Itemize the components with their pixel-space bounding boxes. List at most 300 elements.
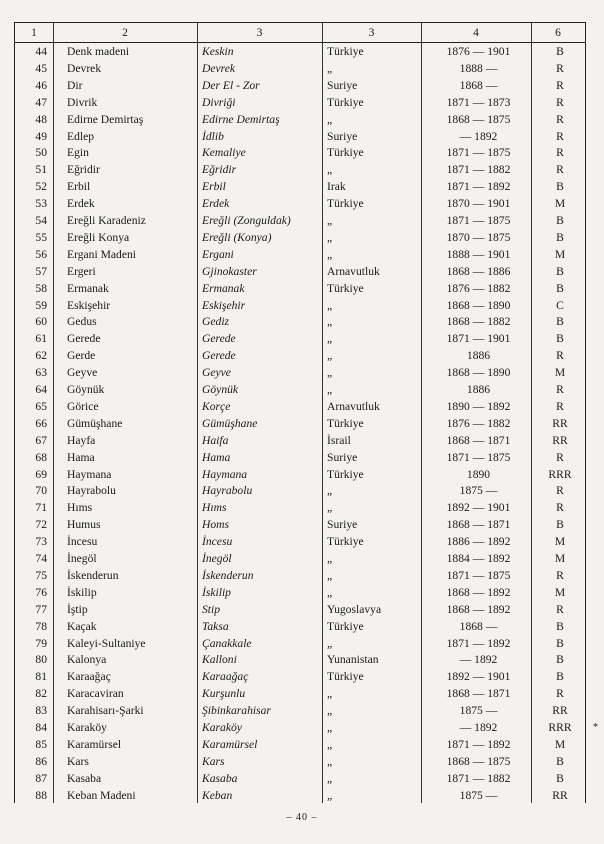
modern-name: Kars xyxy=(202,754,225,768)
year-range: 1890 — 1892 xyxy=(446,399,511,413)
historic-name: Keban Madeni xyxy=(67,788,136,802)
rarity-grade: B xyxy=(556,518,564,532)
table-row xyxy=(15,298,585,315)
rarity-grade: B xyxy=(556,315,564,329)
rarity-grade: R xyxy=(556,484,564,498)
table-row xyxy=(15,467,585,484)
entry-number: 67 xyxy=(35,433,47,447)
coin-mint-table xyxy=(14,22,598,803)
modern-name: Keskin xyxy=(202,45,234,58)
entry-number: 65 xyxy=(35,399,47,413)
historic-name: Kars xyxy=(67,754,89,768)
modern-name: Kurşunlu xyxy=(202,687,246,701)
historic-name: Gerede xyxy=(67,332,101,346)
entry-number: 49 xyxy=(35,129,47,143)
table-row xyxy=(15,129,585,146)
table-row xyxy=(15,737,585,754)
year-range: 1888 — xyxy=(459,61,498,75)
modern-name: Erbil xyxy=(202,180,226,194)
rarity-grade: R xyxy=(556,112,564,126)
historic-name: İskenderun xyxy=(67,568,119,582)
year-range: 1871 — 1875 xyxy=(446,450,511,464)
entry-number: 70 xyxy=(35,484,47,498)
rarity-grade: RRR xyxy=(548,467,572,481)
country: Türkiye xyxy=(327,95,364,109)
rarity-grade: B xyxy=(556,281,564,295)
entry-number: 80 xyxy=(35,653,47,667)
year-range: 1871 — 1892 xyxy=(446,636,511,650)
header-col-3: 3 xyxy=(256,27,263,39)
rarity-grade: B xyxy=(556,653,564,667)
historic-name: Hama xyxy=(67,450,95,464)
historic-name: Eğridir xyxy=(67,163,100,177)
rarity-grade: B xyxy=(556,180,564,194)
table-row xyxy=(15,348,585,365)
rarity-grade: RR xyxy=(552,416,568,430)
year-range: 1870 — 1901 xyxy=(446,197,511,211)
entry-number: 51 xyxy=(35,163,47,177)
entry-number: 44 xyxy=(35,45,47,58)
modern-name: İnegöl xyxy=(202,552,232,565)
year-range: 1871 — 1882 xyxy=(446,163,511,177)
country: Arnavutluk xyxy=(327,264,380,278)
country: „ xyxy=(327,366,333,380)
historic-name: Hıms xyxy=(67,501,93,515)
entry-number: 85 xyxy=(35,737,47,751)
modern-name: Haifa xyxy=(202,433,229,447)
year-range: 1871 — 1901 xyxy=(446,332,511,346)
entry-number: 68 xyxy=(35,450,47,464)
country: „ xyxy=(327,349,333,363)
year-range: 1868 — 1892 xyxy=(446,602,511,616)
historic-name: Dir xyxy=(67,78,83,92)
modern-name: Şibinkarahisar xyxy=(202,704,271,718)
rarity-grade: R xyxy=(556,95,564,109)
table-row xyxy=(15,314,585,331)
modern-name: Kalloni xyxy=(202,653,237,667)
year-range: 1876 — 1882 xyxy=(446,281,511,295)
entry-number: 57 xyxy=(35,264,47,278)
rarity-grade: R xyxy=(556,129,564,143)
rarity-grade: B xyxy=(556,230,564,244)
historic-name: Erdek xyxy=(67,197,95,211)
country: İsrail xyxy=(327,433,351,447)
year-range: 1871 — 1875 xyxy=(446,146,511,160)
modern-name: Keban xyxy=(202,788,233,802)
country: „ xyxy=(327,754,333,768)
modern-name: Göynük xyxy=(202,383,239,396)
table-row xyxy=(15,703,585,720)
rarity-grade: M xyxy=(554,197,566,211)
entry-number: 75 xyxy=(35,568,47,582)
table-row xyxy=(15,264,585,281)
entry-number: 59 xyxy=(35,298,47,312)
rarity-grade: R xyxy=(556,687,564,701)
country: Türkiye xyxy=(327,146,364,160)
entry-number: 84 xyxy=(35,721,47,734)
historic-name: Edlep xyxy=(67,129,95,143)
entry-number: 55 xyxy=(35,230,47,244)
modern-name: Ereğli (Zonguldak) xyxy=(202,214,291,227)
historic-name: Haymana xyxy=(67,467,112,481)
entry-number: 77 xyxy=(35,602,47,616)
year-range: 1886 xyxy=(466,383,491,396)
rarity-grade: RR xyxy=(552,704,568,718)
year-range: 1871 — 1875 xyxy=(446,214,511,227)
historic-name: Karahisarı-Şarki xyxy=(67,704,144,718)
country: Suriye xyxy=(327,518,358,532)
historic-name: Humus xyxy=(67,518,101,532)
modern-name: Stip xyxy=(202,602,221,616)
table-row xyxy=(15,669,585,686)
table-row xyxy=(15,78,585,95)
historic-name: Kasaba xyxy=(67,771,102,785)
rarity-grade: C xyxy=(556,298,564,312)
historic-name: Kaçak xyxy=(67,619,97,633)
table-row xyxy=(15,196,585,213)
table-row xyxy=(15,500,585,517)
table-row xyxy=(15,230,585,247)
table-row xyxy=(15,416,585,433)
country: „ xyxy=(327,61,333,75)
historic-name: Eskişehir xyxy=(67,298,111,312)
table-row xyxy=(15,517,585,534)
country: „ xyxy=(327,230,333,244)
entry-number: 73 xyxy=(35,535,47,549)
year-range: 1868 — xyxy=(459,78,498,92)
country: „ xyxy=(327,112,333,126)
entry-number: 81 xyxy=(35,670,47,684)
country: „ xyxy=(327,484,333,498)
historic-name: Erbil xyxy=(67,180,91,194)
header-col-2: 2 xyxy=(122,27,128,39)
table-row xyxy=(15,652,585,669)
historic-name: İncesu xyxy=(67,535,98,549)
entry-number: 60 xyxy=(35,315,47,329)
historic-name: Kaleyi-Sultaniye xyxy=(67,636,146,650)
rarity-grade: M xyxy=(554,552,566,565)
historic-name: Kalonya xyxy=(67,653,107,667)
table-row xyxy=(15,399,585,416)
modern-name: İskenderun xyxy=(202,568,254,582)
table-row xyxy=(15,568,585,585)
rarity-grade: B xyxy=(556,264,564,278)
country: Türkiye xyxy=(327,467,364,481)
entry-number: 50 xyxy=(35,146,47,160)
entry-number: 62 xyxy=(35,349,47,363)
rarity-grade: B xyxy=(556,332,564,346)
entry-number: 74 xyxy=(35,552,47,565)
country: Türkiye xyxy=(327,619,364,633)
country: „ xyxy=(327,585,333,599)
rarity-grade: R xyxy=(556,163,564,177)
modern-name: Eskişehir xyxy=(202,298,246,312)
historic-name: Ereğli Konya xyxy=(67,230,130,244)
entry-number: 61 xyxy=(35,332,47,346)
modern-name: Geyve xyxy=(202,366,231,380)
header-col-5: 4 xyxy=(473,27,479,39)
country: Suriye xyxy=(327,78,358,92)
entry-number: 64 xyxy=(35,383,47,396)
table-row xyxy=(15,382,585,399)
table-row xyxy=(15,585,585,602)
historic-name: Göynük xyxy=(67,383,105,396)
historic-name: Karaağaç xyxy=(67,670,111,684)
year-range: 1868 — 1892 xyxy=(446,585,511,599)
table-row xyxy=(15,162,585,179)
page-number: – 40 – xyxy=(286,812,318,823)
historic-name: Görice xyxy=(67,399,99,413)
country: Türkiye xyxy=(327,670,364,684)
year-range: — 1892 xyxy=(459,653,498,667)
country: Irak xyxy=(327,180,346,194)
modern-name: Gjinokaster xyxy=(202,264,257,278)
entry-number: 48 xyxy=(35,112,47,126)
rarity-grade: R xyxy=(556,146,564,160)
rarity-grade: R xyxy=(556,383,564,396)
table-row xyxy=(15,686,585,703)
historic-name: Ergani Madeni xyxy=(67,247,137,261)
entry-number: 87 xyxy=(35,771,47,785)
country: Arnavutluk xyxy=(327,399,380,413)
rarity-grade: M xyxy=(554,247,566,261)
entry-number: 86 xyxy=(35,754,47,768)
modern-name: Edirne Demirtaş xyxy=(202,112,280,126)
rarity-grade: B xyxy=(556,214,564,227)
country: Türkiye xyxy=(327,197,364,211)
modern-name: Homs xyxy=(202,518,230,532)
year-range: 1871 — 1882 xyxy=(446,771,511,785)
country: „ xyxy=(327,298,333,312)
table-row xyxy=(15,754,585,771)
modern-name: Ergani xyxy=(202,247,234,261)
modern-name: Divriği xyxy=(202,95,236,109)
entry-number: 78 xyxy=(35,619,47,633)
country: „ xyxy=(327,737,333,751)
year-range: 1868 — 1871 xyxy=(446,433,511,447)
historic-name: Gerde xyxy=(67,349,96,363)
table-row xyxy=(15,433,585,450)
year-range: 1871 — 1892 xyxy=(446,737,511,751)
historic-name: Karacaviran xyxy=(67,687,124,701)
country: Türkiye xyxy=(327,535,364,549)
table-row xyxy=(15,44,585,61)
rarity-grade: RRR xyxy=(548,721,572,734)
year-range: 1868 — 1871 xyxy=(446,518,511,532)
year-range: 1870 — 1875 xyxy=(446,230,511,244)
country: „ xyxy=(327,636,333,650)
table-row xyxy=(15,788,585,805)
rarity-grade: R xyxy=(556,568,564,582)
historic-name: Denk madeni xyxy=(67,45,130,58)
country: „ xyxy=(327,771,333,785)
year-range: 1890 xyxy=(466,467,491,481)
modern-name: İncesu xyxy=(202,535,233,549)
rarity-grade: M xyxy=(554,737,566,751)
historic-name: Ergeri xyxy=(67,264,96,278)
year-range: 1886 xyxy=(466,349,491,363)
year-range: 1886 — 1892 xyxy=(446,535,511,549)
modern-name: Erdek xyxy=(202,197,230,211)
country: „ xyxy=(327,721,333,734)
modern-name: İdlib xyxy=(202,129,224,143)
historic-name: Devrek xyxy=(67,61,102,75)
historic-name: Gedus xyxy=(67,315,97,329)
year-range: 1876 — 1882 xyxy=(446,416,511,430)
historic-name: Karamürsel xyxy=(67,737,122,751)
historic-name: İştip xyxy=(67,602,88,616)
country: „ xyxy=(327,214,333,227)
historic-name: Gümüşhane xyxy=(67,416,123,430)
rarity-grade: B xyxy=(556,45,564,58)
country: „ xyxy=(327,247,333,261)
entry-number: 83 xyxy=(35,704,47,718)
rarity-grade: B xyxy=(556,771,564,785)
header-col-1: 1 xyxy=(31,27,37,39)
table-row xyxy=(15,483,585,500)
entry-number: 71 xyxy=(35,501,47,515)
rarity-grade: R xyxy=(556,78,564,92)
modern-name: Hıms xyxy=(202,501,227,515)
header-divider xyxy=(15,42,585,43)
country: Yugoslavya xyxy=(327,602,382,616)
modern-name: Ereğli (Konya) xyxy=(202,230,272,244)
country: „ xyxy=(327,501,333,515)
entry-number: 45 xyxy=(35,61,47,75)
rarity-grade: R xyxy=(556,399,564,413)
year-range: 1884 — 1892 xyxy=(446,552,511,565)
year-range: 1875 — xyxy=(459,788,498,802)
historic-name: Geyve xyxy=(67,366,98,380)
country: „ xyxy=(327,332,333,346)
year-range: — 1892 xyxy=(459,129,498,143)
country: „ xyxy=(327,568,333,582)
modern-name: Gümüşhane xyxy=(202,416,258,430)
entry-number: 69 xyxy=(35,467,47,481)
table-row xyxy=(15,619,585,636)
rarity-grade: R xyxy=(556,450,564,464)
rarity-grade: RR xyxy=(552,433,568,447)
table-row xyxy=(15,61,585,78)
historic-name: Hayfa xyxy=(67,433,96,447)
table-row xyxy=(15,247,585,264)
country: „ xyxy=(327,552,333,565)
rarity-grade: R xyxy=(556,61,564,75)
year-range: 1868 — 1882 xyxy=(446,315,511,329)
year-range: — 1892 xyxy=(459,721,498,734)
entry-number: 72 xyxy=(35,518,47,532)
entry-number: 82 xyxy=(35,687,47,701)
modern-name: Çanakkale xyxy=(202,636,252,650)
year-range: 1868 — 1871 xyxy=(446,687,511,701)
entry-number: 56 xyxy=(35,247,47,261)
year-range: 1871 — 1875 xyxy=(446,568,511,582)
table-row xyxy=(15,534,585,551)
year-range: 1888 — 1901 xyxy=(446,247,511,261)
rarity-grade: B xyxy=(556,636,564,650)
rarity-grade: R xyxy=(556,602,564,616)
historic-name: Ereğli Karadeniz xyxy=(67,214,146,227)
rarity-grade: M xyxy=(554,585,566,599)
modern-name: Kasaba xyxy=(202,771,238,785)
entry-number: 58 xyxy=(35,281,47,295)
year-range: 1871 — 1873 xyxy=(446,95,511,109)
rarity-grade: M xyxy=(554,366,566,380)
modern-name: Taksa xyxy=(202,619,229,633)
modern-name: Karaköy xyxy=(202,721,242,734)
modern-name: Der El - Zor xyxy=(202,78,260,92)
year-range: 1868 — xyxy=(459,619,498,633)
rarity-grade: B xyxy=(556,754,564,768)
country: Türkiye xyxy=(327,45,364,58)
historic-name: Ermanak xyxy=(67,281,109,295)
table-row xyxy=(15,331,585,348)
entry-number: 52 xyxy=(35,180,47,194)
entry-number: 66 xyxy=(35,416,47,430)
header-col-4: 3 xyxy=(368,27,375,39)
year-range: 1892 — 1901 xyxy=(446,501,511,515)
modern-name: İskilip xyxy=(202,585,231,599)
year-range: 1876 — 1901 xyxy=(446,45,511,58)
entry-number: 47 xyxy=(35,95,47,109)
table-row xyxy=(15,602,585,619)
historic-name: Hayrabolu xyxy=(67,484,116,498)
country: Türkiye xyxy=(327,281,364,295)
historic-name: Divrik xyxy=(67,95,98,109)
country: „ xyxy=(327,163,333,177)
rarity-grade: B xyxy=(556,619,564,633)
rarity-grade: R xyxy=(556,501,564,515)
table-row xyxy=(15,179,585,196)
table-row xyxy=(15,145,585,162)
year-range: 1868 — 1875 xyxy=(446,112,511,126)
historic-name: Egin xyxy=(67,146,89,160)
table-row xyxy=(15,771,585,788)
entry-number: 63 xyxy=(35,366,47,380)
year-range: 1875 — xyxy=(459,484,498,498)
rarity-grade: B xyxy=(556,670,564,684)
year-range: 1892 — 1901 xyxy=(446,670,511,684)
header-col-6: 6 xyxy=(555,27,561,39)
year-range: 1868 — 1890 xyxy=(446,366,511,380)
entry-number: 53 xyxy=(35,197,47,211)
rarity-grade: M xyxy=(554,535,566,549)
country: „ xyxy=(327,687,333,701)
historic-name: İnegöl xyxy=(67,552,97,565)
modern-name: Karamürsel xyxy=(202,737,258,751)
modern-name: Gerede xyxy=(202,332,236,346)
country: „ xyxy=(327,704,333,718)
modern-name: Ermanak xyxy=(202,281,245,295)
country: „ xyxy=(327,383,333,396)
entry-number: 76 xyxy=(35,585,47,599)
entry-number: 46 xyxy=(35,78,47,92)
table-row xyxy=(15,112,585,129)
modern-name: Hayrabolu xyxy=(202,484,253,498)
modern-name: Haymana xyxy=(202,467,248,481)
country: Suriye xyxy=(327,450,358,464)
modern-name: Gediz xyxy=(202,315,230,329)
table-row xyxy=(15,365,585,382)
year-range: 1868 — 1890 xyxy=(446,298,511,312)
modern-name: Hama xyxy=(202,450,231,464)
historic-name: Edirne Demirtaş xyxy=(67,112,144,126)
year-range: 1868 — 1886 xyxy=(446,264,511,278)
table-row xyxy=(15,450,585,467)
modern-name: Gerede xyxy=(202,349,236,363)
entry-number: 54 xyxy=(35,214,47,227)
table-row xyxy=(15,551,585,568)
